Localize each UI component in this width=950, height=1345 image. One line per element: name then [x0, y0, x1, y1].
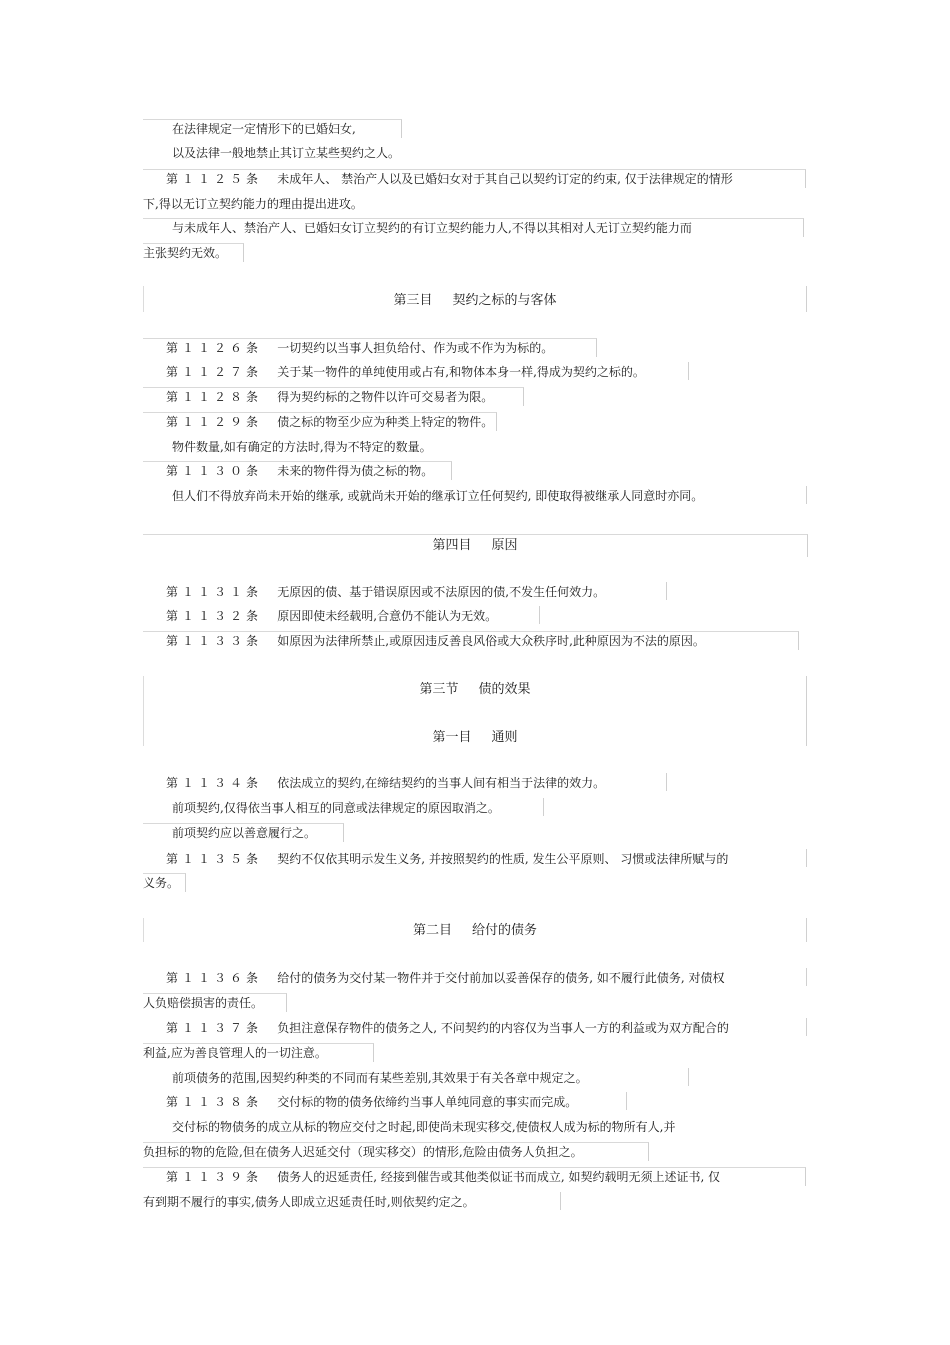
- article-number: 第１１３１条: [166, 585, 263, 599]
- paragraph-line: 利益,应为善良管理人的一切注意。: [143, 1046, 327, 1060]
- line-frame: [143, 218, 804, 237]
- section-heading: 第三目 契约之标的与客体: [393, 293, 557, 308]
- line-frame: [143, 1043, 374, 1062]
- paragraph-line: 前项债务的范围,因契约种类的不同而有某些差别,其效果于有关各章中规定之。: [172, 1071, 588, 1085]
- paragraph-line: 负担标的物的危险,但在债务人迟延交付（现实移交）的情形,危险由债务人负担之。: [143, 1145, 583, 1159]
- paragraph-line: 交付标的物债务的成立从标的物应交付之时起,即使尚未现实移交,使债权人成为标的物所有人,并: [172, 1120, 676, 1134]
- article-number: 第１１３６条: [166, 971, 263, 985]
- article-number: 第１１３３条: [166, 634, 263, 648]
- paragraph-line: 有到期不履行的事实,债务人即成立迟延责任时,则依契约定之。: [143, 1195, 475, 1209]
- paragraph-line: 人负赔偿损害的责任。: [143, 996, 264, 1010]
- article-line: 第１１２６条 一切契约以当事人担负给付、作为或不作为为标的。: [166, 341, 554, 355]
- article-line: 第１１３２条 原因即使未经载明,合意仍不能认为无效。: [166, 609, 498, 623]
- article-line: 第１１２９条 债之标的物至少应为种类上特定的物件。: [166, 415, 494, 429]
- article-number: 第１１３０条: [166, 464, 263, 478]
- heading-frame-right: [806, 286, 807, 312]
- article-line: 第１１２５条 未成年人、 禁治产人以及已婚妇女对于其自己以契约订定的约束, 仅于法律规定的情形: [166, 172, 733, 186]
- line-frame: [143, 461, 452, 480]
- line-frame: [543, 798, 544, 816]
- article-number: 第１１２９条: [166, 415, 263, 429]
- article-number: 第１１２８条: [166, 390, 263, 404]
- line-frame: [560, 1192, 561, 1210]
- article-number: 第１１２７条: [166, 365, 263, 379]
- line-frame: [143, 823, 344, 842]
- line-frame: [143, 387, 524, 406]
- article-number: 第１１３９条: [166, 1170, 263, 1184]
- article-number: 第１１３２条: [166, 609, 263, 623]
- article-line: 第１１３５条 契约不仅依其明示发生义务, 并按照契约的性质, 发生公平原则、 习惯或法律所赋与的: [166, 852, 729, 866]
- article-line: 第１１３１条 无原因的债、基于错误原因或不法原因的债,不发生任何效力。: [166, 585, 606, 599]
- line-frame: [143, 631, 799, 650]
- article-line: 第１１２８条 得为契约标的之物件以许可交易者为限。: [166, 390, 494, 404]
- article-line: 第１１３６条 给付的债务为交付某一物件并于交付前加以妥善保存的债务, 如不履行此债务, 对债权: [166, 971, 725, 985]
- paragraph-line: 主张契约无效。: [143, 246, 228, 260]
- heading-frame-right: [806, 676, 807, 746]
- paragraph-line: 前项契约应以善意履行之。: [172, 826, 317, 840]
- line-frame: [688, 362, 689, 380]
- line-frame: [143, 119, 402, 138]
- line-frame: [143, 873, 186, 892]
- line-frame: [688, 1068, 689, 1086]
- heading-frame-left: [143, 676, 144, 746]
- line-frame: [143, 1167, 806, 1186]
- line-frame: [143, 243, 244, 262]
- paragraph-line: 与未成年人、禁治产人、已婚妇女订立契约的有订立契约能力人,不得以其相对人无订立契约能力而: [172, 221, 692, 235]
- line-frame: [806, 486, 807, 504]
- article-number: 第１１３４条: [166, 776, 263, 790]
- line-frame: [143, 412, 497, 431]
- section-heading: 第三节 债的效果: [419, 682, 531, 697]
- article-number: 第１１３８条: [166, 1095, 263, 1109]
- heading-frame: [143, 534, 808, 557]
- line-frame: [806, 1018, 807, 1036]
- article-line: 第１１３０条 未来的物件得为债之标的物。: [166, 464, 434, 478]
- article-line: 第１１２７条 关于某一物件的单纯使用或占有,和物体本身一样,得成为契约之标的。: [166, 365, 645, 379]
- line-frame: [666, 582, 667, 600]
- section-heading: 第四目 原因: [432, 538, 518, 553]
- section-heading: 第二目 给付的债务: [412, 923, 538, 938]
- line-frame: [626, 1092, 627, 1110]
- heading-frame-left: [143, 286, 144, 312]
- paragraph-line: 以及法律一般地禁止其订立某些契约之人。: [172, 146, 401, 160]
- paragraph-line: 物件数量,如有确定的方法时,得为不特定的数量。: [172, 440, 432, 454]
- article-number: 第１１２６条: [166, 341, 263, 355]
- article-number: 第１１３５条: [166, 852, 263, 866]
- heading-frame-left: [143, 918, 144, 942]
- line-frame: [143, 993, 287, 1012]
- paragraph-line: 义务。: [143, 876, 180, 890]
- line-frame: [806, 968, 807, 986]
- paragraph-line: 下,得以无订立契约能力的理由提出进攻。: [143, 197, 363, 211]
- line-frame: [539, 606, 540, 624]
- line-frame: [143, 169, 806, 188]
- article-number: 第１１３７条: [166, 1021, 263, 1035]
- line-frame: [666, 773, 667, 791]
- article-line: 第１１３７条 负担注意保存物件的债务之人, 不问契约的内容仅为当事人一方的利益或为双方配合的: [166, 1021, 729, 1035]
- article-number: 第１１２５条: [166, 172, 263, 186]
- paragraph-line: 在法律规定一定情形下的已婚妇女,: [172, 122, 356, 136]
- line-frame: [143, 338, 597, 357]
- article-line: 第１１３４条 依法成立的契约,在缔结契约的当事人间有相当于法律的效力。: [166, 776, 606, 790]
- article-line: 第１１３３条 如原因为法律所禁止,或原因违反善良风俗或大众秩序时,此种原因为不法的原因。: [166, 634, 705, 648]
- paragraph-line: 前项契约,仅得依当事人相互的同意或法律规定的原因取消之。: [172, 801, 500, 815]
- heading-frame-right: [806, 918, 807, 942]
- line-frame: [143, 1142, 649, 1161]
- line-frame: [806, 849, 807, 867]
- paragraph-line: 但人们不得放弃尚未开始的继承, 或就尚未开始的继承订立任何契约, 即使取得被继承人同意时亦同。: [172, 489, 704, 503]
- section-heading: 第一目 通则: [432, 730, 518, 745]
- article-line: 第１１３９条 债务人的迟延责任, 经接到催告或其他类似证书而成立, 如契约载明无须上述证书, 仅: [166, 1170, 721, 1184]
- article-line: 第１１３８条 交付标的物的债务依缔约当事人单纯同意的事实而完成。: [166, 1095, 578, 1109]
